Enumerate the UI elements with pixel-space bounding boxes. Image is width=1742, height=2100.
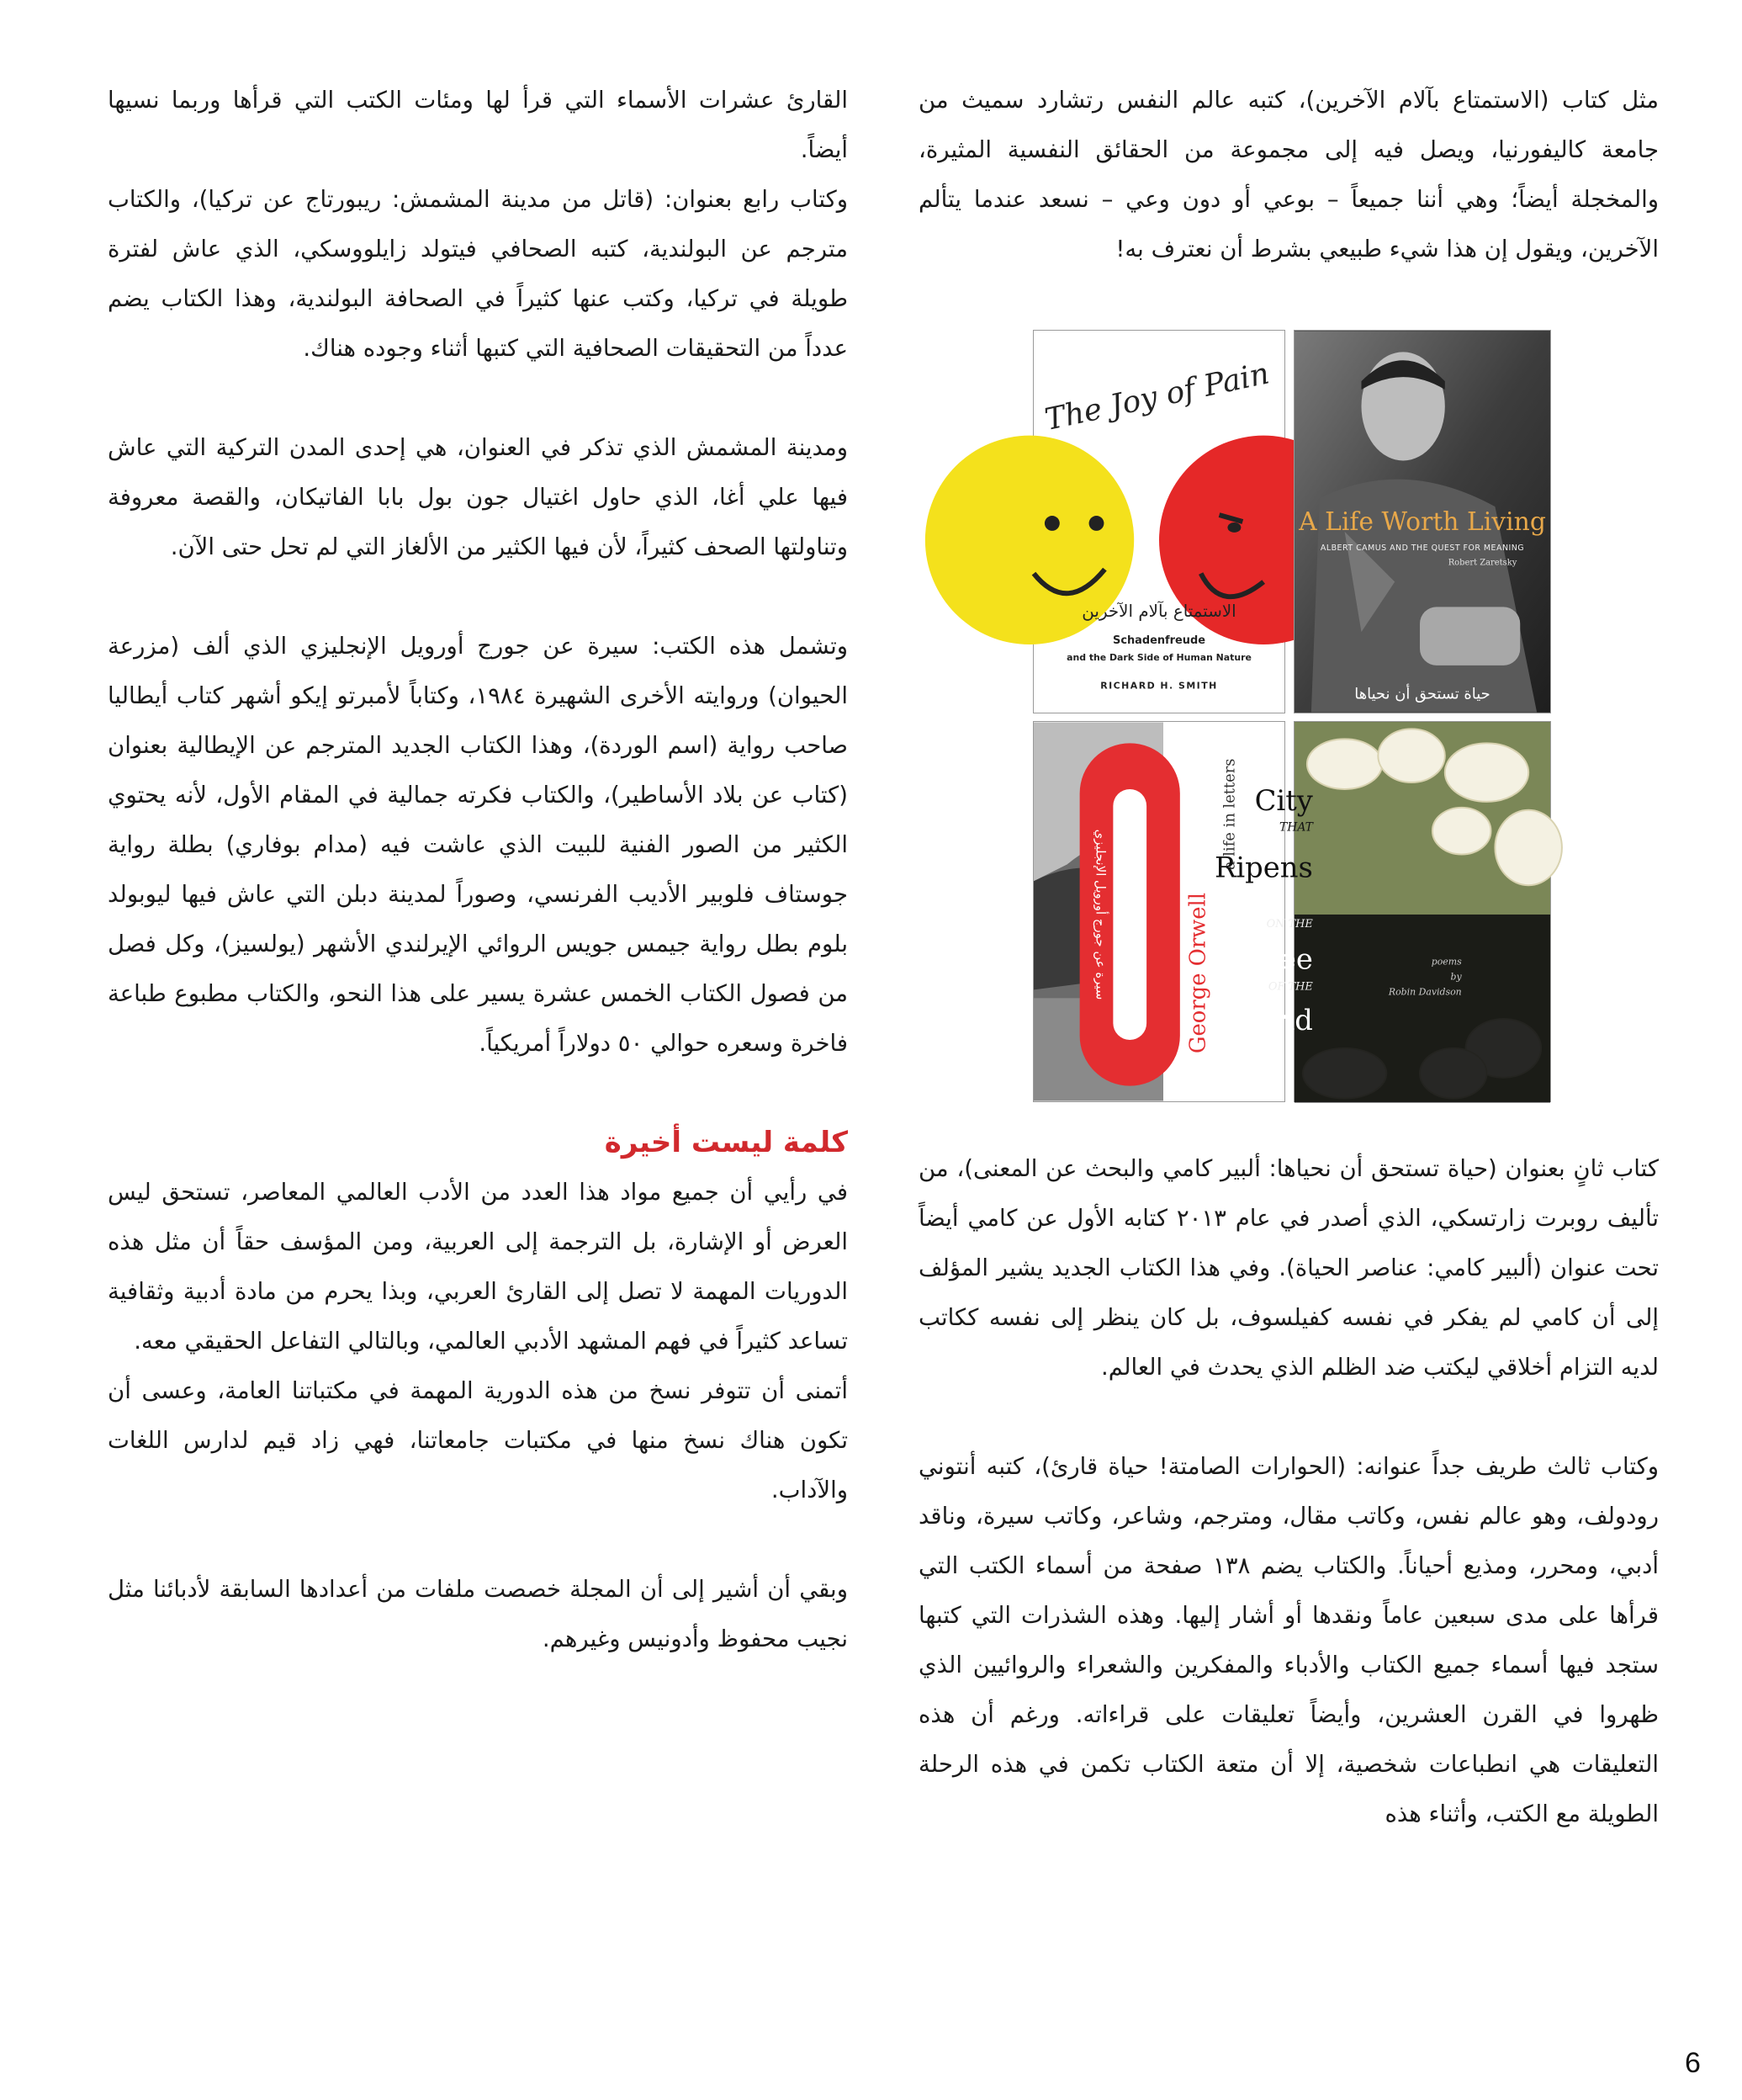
orwell-name: George Orwell xyxy=(1185,892,1211,1054)
city-line5: Tree xyxy=(1247,942,1313,976)
cover-a-life-worth-living xyxy=(1294,330,1551,713)
joy-subtitle-1: Schadenfreude xyxy=(1113,634,1205,648)
paragraph-reader-names: القارئ عشرات الأسماء التي قرأ لها ومئات الكتب التي قرأها وربما نسيها أيضاً. xyxy=(108,87,848,163)
orwell-art xyxy=(1034,722,1284,1101)
paragraph-wish: أتمنى أن تتوفر نسخ من هذه الدورية المهمة في مكتباتنا العامة، وعسى أن تكون هناك نسخ منها في مكتبات جامعاتنا، فهي زاد قيم لدارس اللغات والآداب. xyxy=(108,1377,848,1503)
camus-author: Robert Zaretsky xyxy=(1448,558,1517,568)
city-line3: Ripens xyxy=(1214,851,1313,884)
city-line1: City xyxy=(1254,783,1313,817)
paragraph-camus-book: كتاب ثانٍ بعنوان (حياة تستحق أن نحياها: ألبير كامي والبحث عن المعنى)، من تأليف روبرت زارتسكي، الذي أصدر في عام ٢٠١٣ كتابه الأول عن كامي أيضاً تحت عنوان (ألبير كامي: عناصر الحياة). وفي هذا الكتاب الجديد يشير المؤلف إلى أن كامي لم يفكر في نفسه كفيلسوف، بل كان ينظر إلى نفسه ككاتب لديه التزام أخلاقي ليكتب ضد الظلم الذي يحدث في العالم. xyxy=(919,1155,1659,1381)
camus-subtitle: ALBERT CAMUS AND THE QUEST FOR MEANING xyxy=(1320,543,1525,553)
paragraph-books-list: وتشمل هذه الكتب: سيرة عن جورج أورويل الإنجليزي الذي ألف (مزرعة الحيوان) وروايته الأخرى الشهيرة ١٩٨٤، وكتاباً لأمبرتو إيكو أشهر كتاب أيطاليا صاحب رواية (اسم الوردة)، وهذا الكتاب الجديد المترجم عن الإيطالية بعنوان (كتاب عن بلاد الأساطير)، والكتاب فكرته جمالية في المقام الأول، لأنه يحتوي الكثير من الصور الفنية للبيت الذي عاشت فيه (مدام بوفاري) بطلة رواية جوستاف فلوبير الأديب الفرنسي، وصوراً لمدينة دبلن التي عاش فيها ليوبولد بلوم بطل رواية جيمس جويس الروائي الإيرلندي الأشهر (يولسيز)، وكل فصل من فصول الكتاب الخمس عشرة يسير على هذا النحو، والكتاب مطبوع طباعة فاخرة وسعره حوالي ٥٠ دولاراً أمريكياً. xyxy=(108,633,848,1057)
cover-george-orwell xyxy=(1033,721,1285,1102)
paragraph-smith-book: مثل كتاب (الاستمتاع بآلام الآخرين)، كتبه عالم النفس رتشارد سميث من جامعة كاليفورنيا، ويصل فيه إلى مجموعة من الحقائق النفسية المثيرة، والمخجلة أيضاً؛ وهي أننا جميعاً – بوعي أو دون وعي – نسعد عندما يتألم الآخرين، ويقول إن هذا شيء طبيعي بشرط أن نعترف به! xyxy=(919,87,1659,262)
city-line7: World xyxy=(1227,1004,1313,1037)
camus-title: A Life Worth Living xyxy=(1299,506,1546,537)
joy-author: RICHARD H. SMITH xyxy=(1100,680,1218,692)
city-by: by xyxy=(1450,971,1462,983)
orwell-tagline: a life in letters xyxy=(1220,758,1239,871)
right-column-bottom xyxy=(919,1144,1659,1839)
joy-title: The Joy of Pain xyxy=(1041,356,1273,438)
cover-joy-of-pain xyxy=(1033,330,1285,713)
left-column xyxy=(108,76,848,1664)
city-line2: THAT xyxy=(1279,820,1313,835)
city-line4: ON THE xyxy=(1266,917,1313,931)
city-line6: OF THE xyxy=(1268,980,1313,994)
city-author: Robin Davidson xyxy=(1388,986,1462,998)
paragraph-closing: وبقي أن أشير إلى أن المجلة خصصت ملفات من أعدادها السابقة لأدبائنا مثل نجيب محفوظ وأدونيس وغيرهم. xyxy=(108,1576,848,1652)
paragraph-rudolf-book: وكتاب ثالث طريف جداً عنوانه: (الحوارات الصامتة! حياة قارئ)، كتبه أنتوني رودولف، وهو عالم نفس، وكاتب مقال، ومترجم، وشاعر، وكاتب سيرة، وناقد أدبي، ومحرر، ومذيع أحياناً. والكتاب يضم ١٣٨ صفحة من أسماء الكتب التي قرأها على مدى سبعين عاماً ونقدها أو أشار إليها. وهذه الشذرات التي كتبها ستجد فيها أسماء جميع الكتاب والأدباء والمفكرين والشعراء والروائيين الذي ظهروا في القرن العشرين، وأيضاً تعليقات على قراءاته. ورغم أن هذه التعليقات هي انطباعات شخصية، إلا أن متعة الكتاب تكمن في هذه الرحلة الطويلة مع الكتب، وأثناء هذه xyxy=(919,1453,1660,1827)
camus-arabic-title: حياة تستحق أن نحياها xyxy=(1354,685,1490,703)
joy-subtitle-2: and the Dark Side of Human Nature xyxy=(1067,651,1252,663)
city-poems: poems xyxy=(1431,956,1462,968)
paragraph-apricot-city-book: وكتاب رابع بعنوان: (قاتل من مدينة المشمش: ريبورتاج عن تركيا)، والكتاب مترجم عن البولندية، كتبه الصحافي فيتولد زايلووسكي، الذي عاش لفترة طويلة في تركيا، وكتب عنها كثيراً في الصحافة البولندية، وهذا الكتاب يضم عدداً من التحقيقات الصحافية التي كتبها أثناء وجوده هناك. xyxy=(108,186,848,362)
joy-arabic-title: الاستمتاع بآلام الآخرين xyxy=(1082,602,1236,622)
paragraph-opinion: في رأيي أن جميع مواد هذا العدد من الأدب العالمي المعاصر، تستحق ليس العرض أو الإشارة، بل الترجمة إلى العربية، ومن المؤسف حقاً أن مثل هذه الدوريات المهمة لا تصل إلى القارئ العربي، وبذا يحرم من مادة أدبية وثقافية تساعد كثيراً في فهم المشهد الأدبي العالمي، وبالتالي التفاعل الحقيقي معه. xyxy=(108,1179,848,1355)
book-covers-grid xyxy=(1033,330,1551,1102)
right-column-top xyxy=(919,76,1659,274)
section-heading: كلمة ليست أخيرة xyxy=(604,1126,848,1159)
paragraph-apricot-city: ومدينة المشمش الذي تذكر في العنوان، هي إحدى المدن التركية التي عاش فيها علي أغا، الذي حاول اغتيال جون بول بابا الفاتيكان، والقصة معروفة وتناولتها الصحف كثيراً، لأن فيها الكثير من الألغاز التي لم تحل حتى الآن. xyxy=(108,434,848,560)
orwell-arabic: سيرة عن جورج أورويل الإنجليزي xyxy=(1093,829,1109,1000)
page-number: 6 xyxy=(1685,2047,1701,2079)
joy-of-pain-art xyxy=(1034,331,1284,713)
camus-photo-art xyxy=(1295,331,1550,713)
